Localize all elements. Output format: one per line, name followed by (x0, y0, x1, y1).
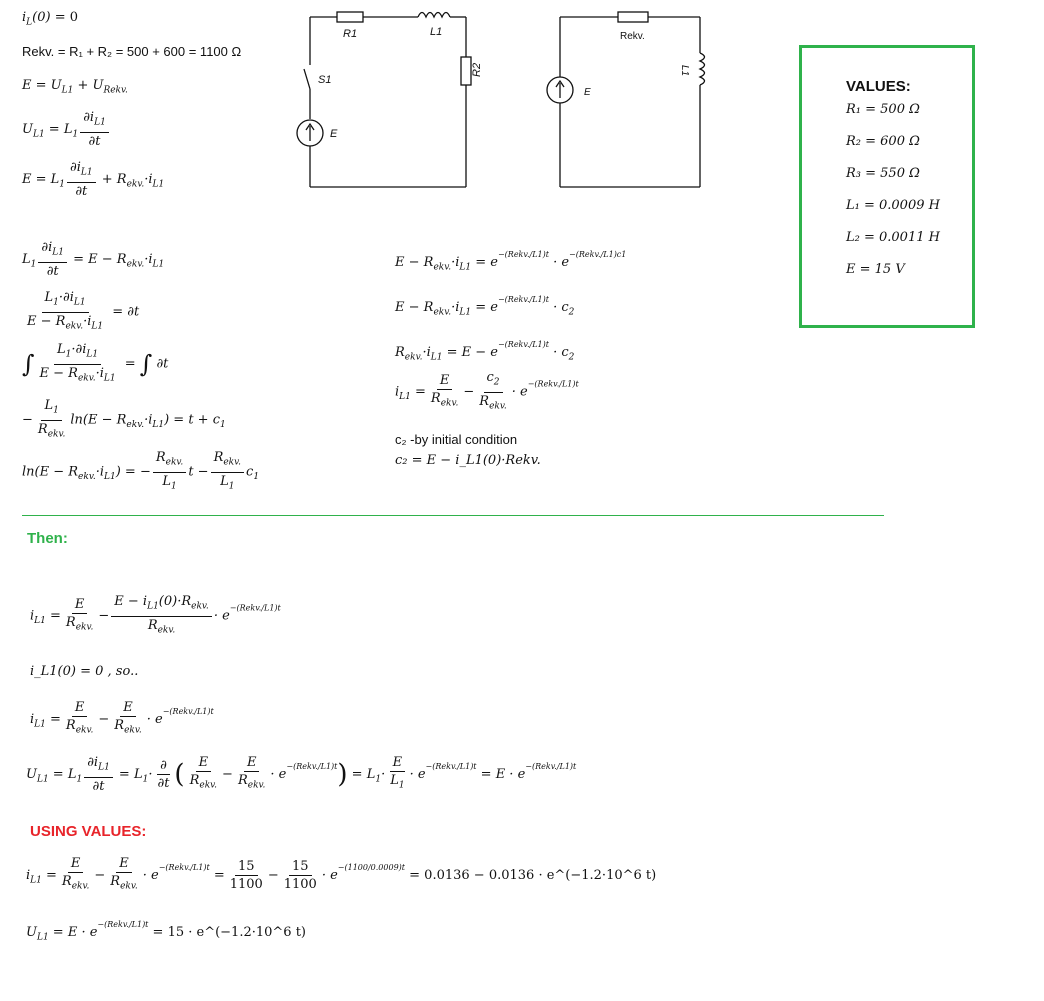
then-eq-3: $U_{L1} = L_1$ $\frac{\partial i_{L1}}{\partial t}$ = $L_1\cdot$ $\frac{\partial}{\partial t}$ ( $\frac{E}{R_{ekv.}}$ − $\frac{E}{R_{ekv.}}$ · $e^{-(Rekv./L1)t}) = L_1\cdot$ $\frac{E}{L_1}$ · $e^{-(Rekv./L1)t} = E \cdot e^{-(Rekv./L1)t}$ (26, 755, 577, 794)
label-r1: R1 (343, 28, 358, 40)
value-r1: R₁ = 500 Ω (846, 102, 920, 117)
e-equation: $E = L_1$ $\frac{\partial i_{L1}}{\partial t}$ + $R_{ekv.}\cdot i_{L1}$ (22, 160, 165, 199)
numeric-eq-i: $i_{L1}$ = $\frac{E}{R_{ekv.}}$ − $\frac{E}{R_{ekv.}}$ · $e^{-(Rekv./L1)t}$ = $\frac{15}{1100}$ − $\frac{15}{1100}$ · $e^{-(1100/0.0009)t} = 0.0136 - 0.0136$ · e^(−1.2·10^6 t) (26, 856, 657, 892)
result-u: = 15 · e^(−1.2·10^6 t) (152, 925, 307, 940)
label-e-left: E (330, 128, 338, 140)
label-e-right: E (584, 87, 591, 98)
deriv-step-1: $L_1$ $\frac{\partial i_{L1}}{\partial t}$ = $E - R_{ekv.}\cdot i_{L1}$ (22, 240, 165, 279)
kvl-equation: $E = U_{L1} + U_{Rekv.}$ (22, 78, 128, 96)
rekv-equation: Rekv. = R₁ + R₂ = 500 + 600 = 1100 Ω (22, 44, 242, 59)
value-l1: L₁ = 0.0009 H (846, 198, 940, 213)
value-e: E = 15 V (846, 262, 905, 277)
resistor-rekv (618, 12, 648, 22)
switch-s1 (304, 69, 310, 89)
inductor-l1-eq (700, 53, 705, 85)
deriv-step-3: ∫ $\frac{L_1\cdot\partial i_{L1}}{E - R_{ekv.}\cdot i_{L1}}$ = ∫ ∂t (22, 342, 169, 384)
original-circuit-diagram (290, 5, 490, 195)
deriv-step-5: $\ln(E - R_{ekv.}\cdot i_{L1})$ = − $\frac{R_{ekv.}}{L_1}$ t − $\frac{R_{ekv.}}{L_1}$ $c_1$ (22, 450, 260, 492)
value-r2: R₂ = 600 Ω (846, 134, 920, 149)
label-l1: L1 (430, 26, 443, 38)
value-l2: L₂ = 0.0011 H (846, 230, 940, 245)
result-i: = 0.0136 − 0.0136 · e^(−1.2·10^6 t) (409, 867, 657, 883)
equivalent-circuit-diagram (540, 5, 720, 195)
inductor-l1 (418, 13, 450, 18)
so-note: i_L1(0) = 0 , so.. (30, 664, 139, 679)
values-title: VALUES: (846, 78, 911, 95)
value-r3: R₃ = 550 Ω (846, 166, 920, 181)
deriv-right-4: $i_{L1}$ = $\frac{E}{R_{ekv.}}$ − $\frac{c_2}{R_{ekv.}}$ · $e^{-(Rekv./L1)t}$ (395, 370, 579, 412)
deriv-step-2: $\frac{L_1\cdot\partial i_{L1}}{E - R_{ekv.}\cdot i_{L1}}$ = ∂t (27, 290, 140, 332)
deriv-right-2: $E - R_{ekv.}\cdot i_{L1} = e^{-(Rekv./L1)t} \cdot c_2$ (395, 295, 575, 318)
then-eq-2: $i_{L1}$ = $\frac{E}{R_{ekv.}}$ − $\frac{E}{R_{ekv.}}$ · $e^{-(Rekv./L1)t}$ (30, 700, 214, 736)
resistor-r2 (461, 57, 471, 85)
c2-equation: c₂ = E − i_L1(0)·Rekv. (395, 453, 541, 468)
label-r2: R2 (471, 62, 483, 77)
values-box (799, 45, 975, 328)
numeric-eq-u: $U_{L1} = E \cdot e^{-(Rekv./L1)t} = 15$ · e^(−1.2·10^6 t) (26, 920, 307, 943)
deriv-step-4: − $\frac{L_1}{R_{ekv.}}$ $\ln(E - R_{ekv.}\cdot i_{L1}) = t + c_1$ (22, 398, 226, 440)
deriv-right-1: $E - R_{ekv.}\cdot i_{L1} = e^{-(Rekv./L1)t} \cdot e^{-(Rekv./L1)c1}$ (395, 250, 627, 273)
label-s1: S1 (318, 74, 332, 86)
label-rekv: Rekv. (620, 31, 645, 42)
resistor-r1 (337, 12, 363, 22)
then-heading: Then: (27, 530, 68, 547)
deriv-right-3: $R_{ekv.}\cdot i_{L1} = E - e^{-(Rekv./L1)t} \cdot c_2$ (395, 340, 575, 363)
label-l1-eq: L1 (679, 65, 690, 77)
ul1-definition: $U_{L1} = L_1$ $\frac{\partial i_{L1}}{\partial t}$ (22, 110, 111, 149)
section-divider (22, 515, 884, 516)
then-eq-1: $i_{L1}$ = $\frac{E}{R_{ekv.}}$ − $\frac{E - i_{L1}(0)\cdot R_{ekv.}}{R_{ekv.}}$ · $e^{-(Rekv./L1)t}$ (30, 594, 281, 636)
initial-condition: $i_L(0) = 0$ (22, 10, 79, 28)
c2-note: c₂ -by initial condition (395, 432, 518, 447)
using-values-heading: USING VALUES: (30, 823, 147, 840)
